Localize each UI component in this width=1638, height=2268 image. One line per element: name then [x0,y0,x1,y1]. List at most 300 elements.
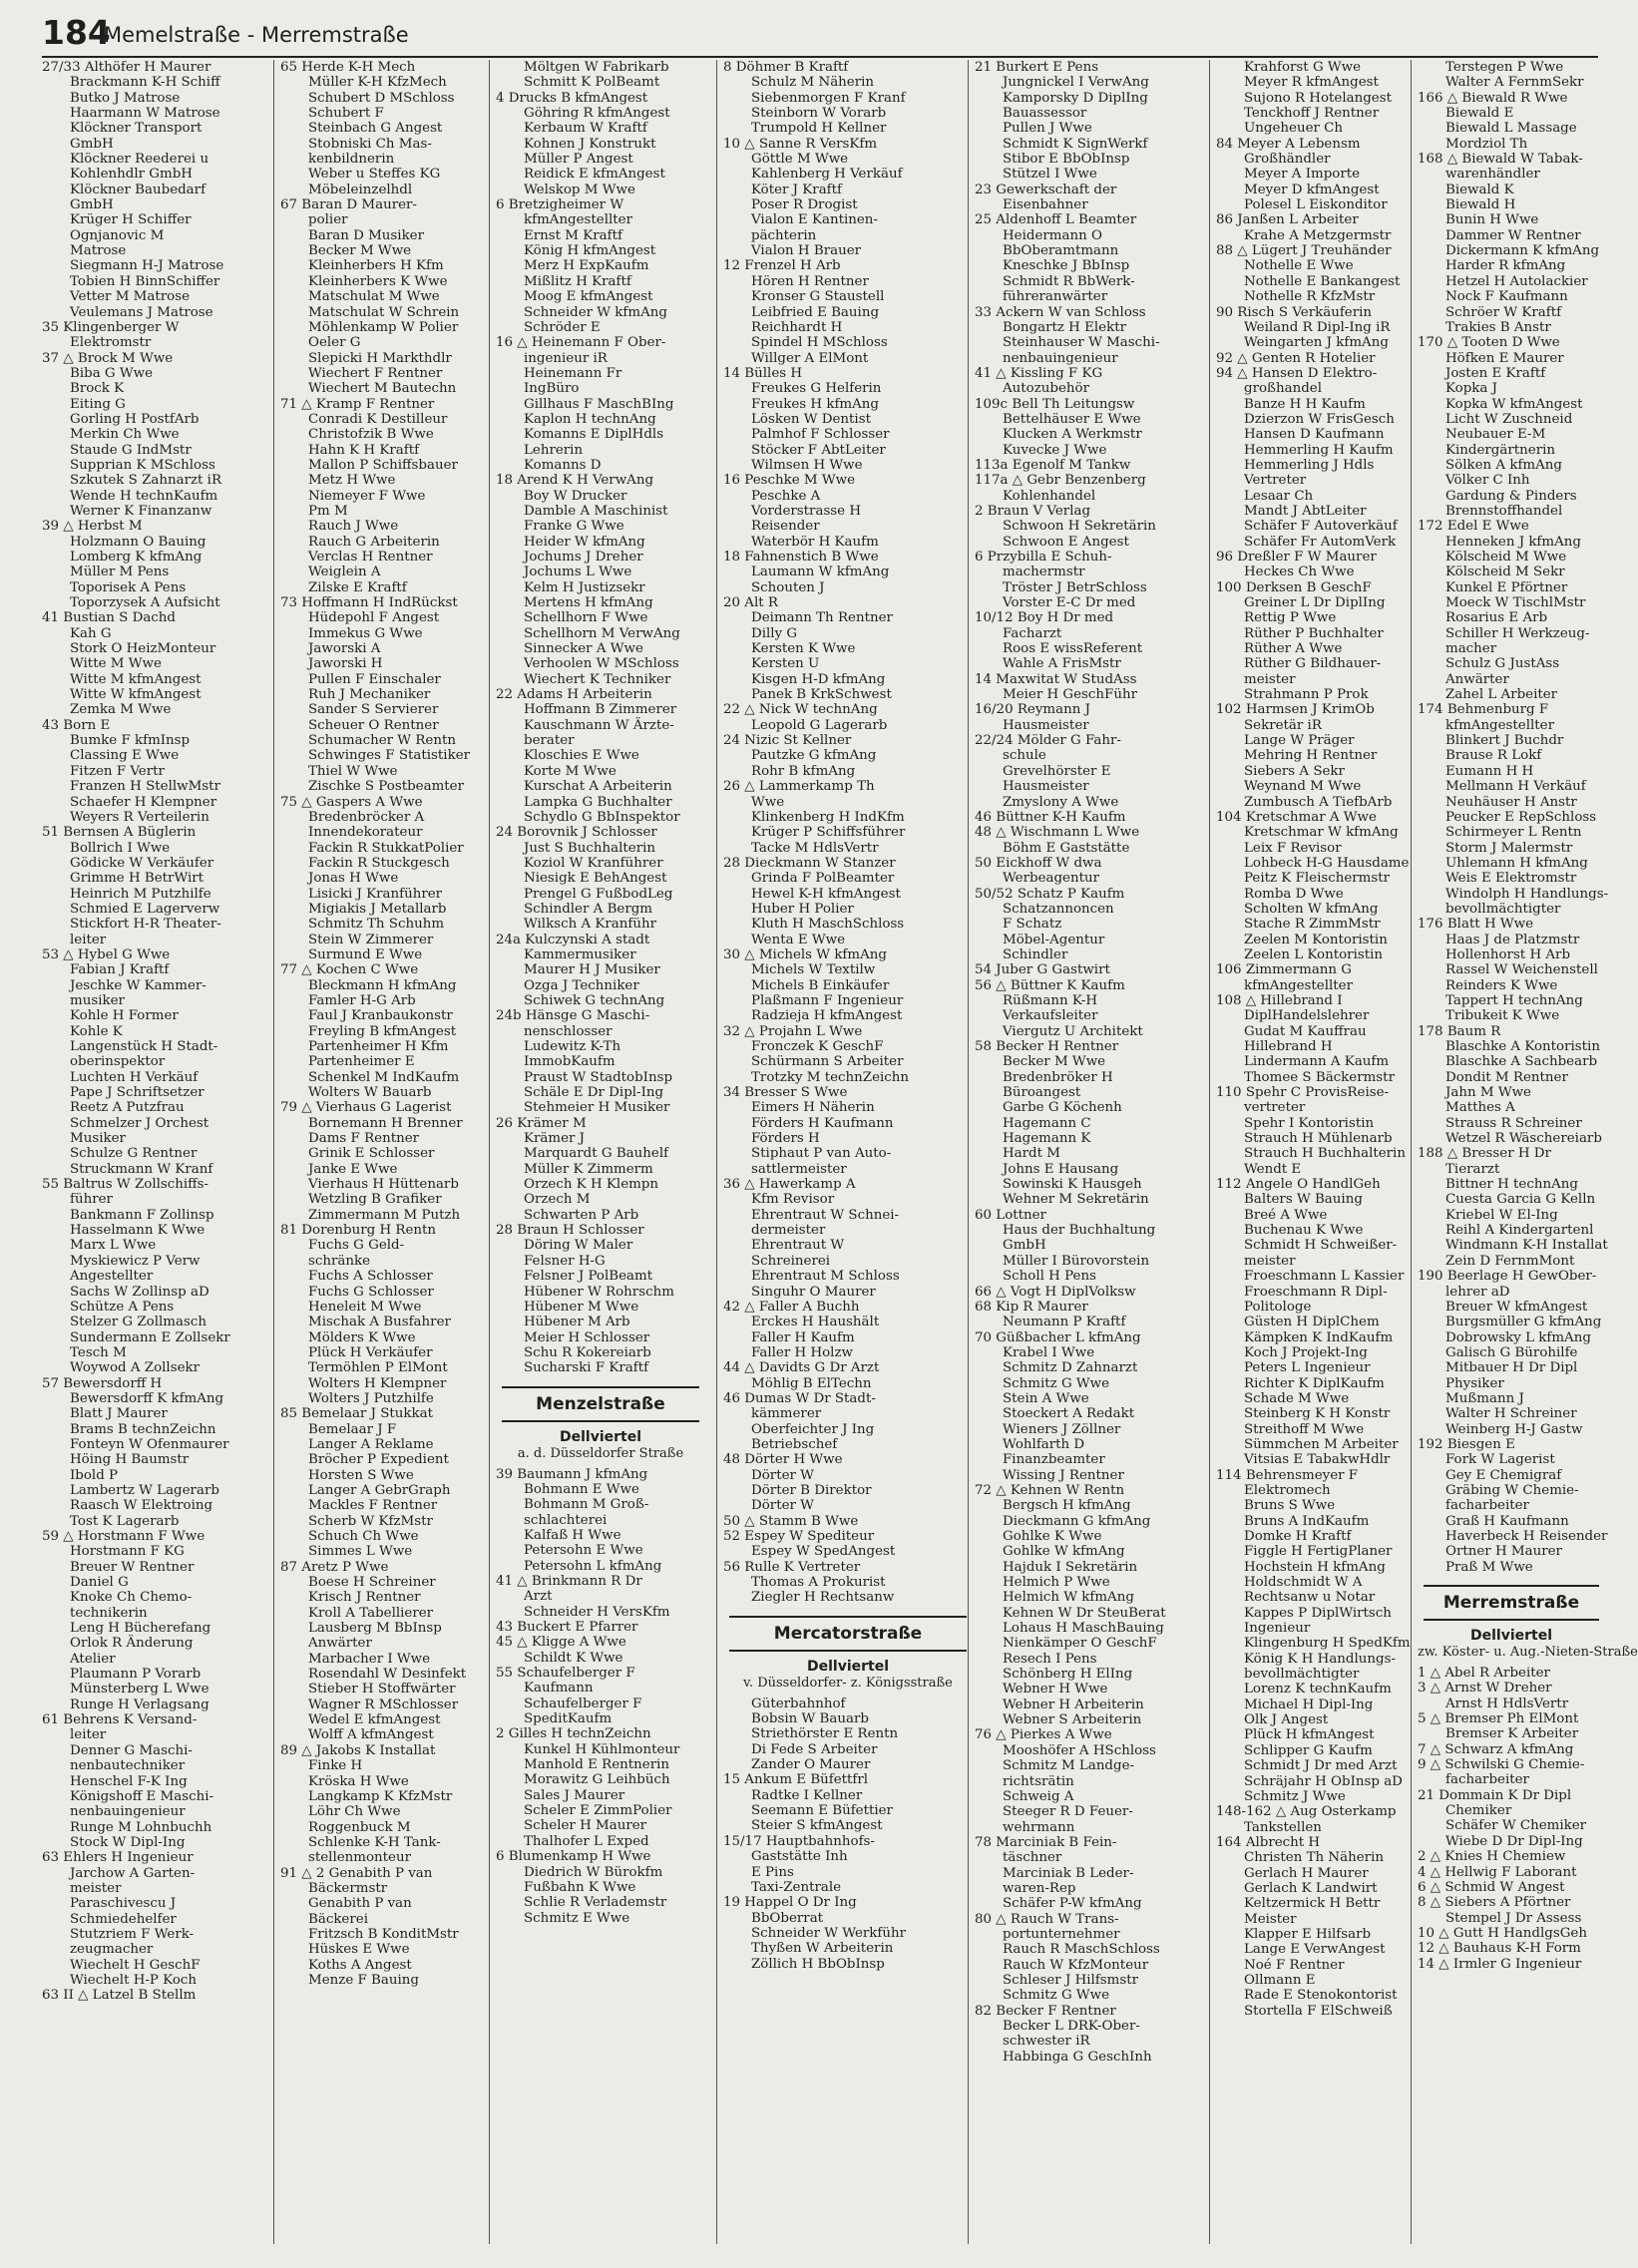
entry-continuation: Tankstellen [1244,1819,1322,1835]
resident-entry: 50/52 Schatz P Kaufm [975,886,1125,902]
resident-entry: 41 Bustian S Dachd [42,610,177,626]
resident-entry: Garbe G Köchenh [1003,1100,1122,1116]
resident-entry: Meyer A Importe [1244,167,1361,183]
resident-entry: Rüther P Buchhalter [1244,625,1384,641]
entry-continuation: musiker [70,992,125,1008]
resident-entry: Peschke A [751,488,821,504]
resident-entry: Reihl A Kindergartenl [1445,1223,1594,1239]
resident-entry: Klöckner Reederei u [70,152,209,168]
resident-entry: Moeck W TischlMstr [1445,595,1586,611]
resident-entry: Dzierzon W FrisGesch [1244,411,1395,427]
entry-continuation: macher [1445,641,1497,657]
entry-continuation: Kfm Revisor [751,1192,835,1208]
resident-entry: 30 △ Michels W kfmAng [723,946,887,962]
resident-entry: Göttle M Wwe [751,152,849,168]
resident-entry: Wahle A FrisMstr [1003,656,1121,672]
resident-entry: Langer A Reklame [308,1436,434,1452]
resident-entry: Kohle H Former [70,1008,179,1024]
resident-entry: Bröcher P Expedient [308,1452,449,1468]
entry-continuation: Elektromech [1244,1482,1331,1498]
resident-entry: Kroll A Tabellierer [308,1605,434,1621]
resident-entry: Güterbahnhof [751,1696,846,1711]
resident-entry: Schneider W kfmAng [524,304,667,320]
resident-entry: Striethörster E Rentn [751,1726,899,1742]
resident-entry: Schiwek G technAng [524,992,665,1008]
resident-entry: 22 △ Nick W technAng [723,702,878,718]
resident-entry: 32 △ Projahn L Wwe [723,1023,863,1039]
resident-entry: Breuer W kfmAngest [1445,1299,1588,1315]
entry-continuation: oberinspektor [70,1054,166,1070]
resident-entry: Leix F Revisor [1244,840,1342,856]
directory-column [273,60,494,2244]
resident-entry: Freukes G Helferin [751,381,882,397]
resident-entry: Lisicki J Kranführer [308,886,443,902]
entry-continuation: portunternehmer [1003,1926,1120,1942]
resident-entry: Stieber H Stoffwärter [308,1682,456,1698]
resident-entry: Fackin R StukkatPolier [308,840,464,856]
entry-continuation: Hausmeister [1003,717,1089,733]
resident-entry: Langenstück H Stadt- [70,1039,218,1054]
resident-entry: 22/24 Mölder G Fahr- [975,733,1121,749]
resident-entry: Bewersdorff K kfmAng [70,1390,224,1406]
resident-entry: 89 △ Jakobs K Installat [280,1742,436,1758]
entry-continuation: berater [524,733,575,749]
entry-continuation: Kindergärtnerin [1445,442,1556,458]
resident-entry: Lampka G Buchhalter [524,794,672,810]
entry-continuation: richtsrätin [1003,1773,1074,1789]
resident-entry: Radzieja H kfmAngest [751,1008,903,1024]
resident-entry: Bruns S Wwe [1244,1498,1336,1514]
resident-entry: Schmitt K PolBeamt [524,75,660,91]
resident-entry: 12 Frenzel H Arb [723,258,841,274]
resident-entry: Schürmann S Arbeiter [751,1054,904,1070]
resident-entry: Kröska H Wwe [308,1773,409,1789]
resident-entry: Heinrich M Putzhilfe [70,886,211,902]
resident-entry: Migiakis J Metallarb [308,901,447,917]
resident-entry: Lesaar Ch [1244,488,1314,504]
entry-continuation: bevollmächtigter [1445,901,1561,917]
entry-continuation: großhandel [1244,381,1322,397]
resident-entry: Fronczek K GeschF [751,1039,884,1054]
directory-column [489,60,705,2244]
resident-entry: 104 Kretschmar A Wwe [1216,809,1377,825]
resident-entry: Schu R Kokereiarb [524,1344,651,1360]
resident-entry: 2 Braun V Verlag [975,503,1091,519]
resident-entry: Rade E Stenokontorist [1244,1988,1398,2004]
entry-continuation: Kohlenhandel [1003,488,1096,504]
resident-entry: Reichhardt H [751,319,843,335]
resident-entry: Petersohn L kfmAng [524,1558,662,1574]
resident-entry: 9 △ Schwilski G Chemie- [1418,1757,1585,1773]
resident-entry: 52 Espey W Spediteur [723,1529,875,1544]
resident-entry: Veulemans J Matrose [70,304,213,320]
resident-entry: 19 Happel O Dr Ing [723,1895,857,1911]
entry-continuation: machermstr [1003,565,1085,580]
resident-entry: Möltgen W Fabrikarb [524,60,669,75]
resident-entry: Gödicke W Verkäufer [70,855,214,871]
resident-entry: 18 Arend K H VerwAng [496,473,654,489]
resident-entry: Blinkert J Buchdr [1445,733,1564,749]
resident-entry: Stortella F ElSchweiß [1244,2003,1393,2019]
resident-entry: Tenckhoff J Rentner [1244,106,1380,122]
resident-entry: 34 Bresser S Wwe [723,1085,848,1101]
resident-entry: Stork O HeizMonteur [70,641,216,657]
resident-entry: Figgle H FertigPlaner [1244,1544,1393,1560]
entry-continuation: Möbeleinzelhdl [308,182,413,197]
entry-continuation: sattlermeister [751,1161,847,1177]
entry-continuation: Büroangest [1003,1085,1081,1101]
entry-continuation: kämmerer [751,1406,822,1422]
resident-entry: Sales J Maurer [524,1787,625,1803]
resident-entry: Steinberg K H Konstr [1244,1406,1391,1422]
resident-entry: Höfken E Maurer [1445,350,1564,366]
resident-entry: Hübener M Arb [524,1315,630,1330]
entry-continuation: DiplHandelslehrer [1244,1008,1370,1024]
entry-continuation: leiter [70,932,107,947]
resident-entry: Felsner H-G [524,1253,606,1269]
resident-entry: Döring W Maler [524,1238,633,1254]
resident-entry: Kneschke J BbInsp [1003,258,1130,274]
entry-continuation: facharbeiter [1445,1498,1529,1514]
resident-entry: Hasselmann K Wwe [70,1223,205,1239]
resident-entry: 76 △ Pierkes A Wwe [975,1727,1112,1743]
entry-continuation: nenbauingenieur [1003,350,1118,366]
resident-entry: Kleinherbers H Kfm [308,258,444,274]
resident-entry: Holdschmidt W A [1244,1575,1363,1591]
resident-entry: Christen Th Näherin [1244,1850,1384,1866]
resident-entry: Bergsch H kfmAng [1003,1498,1131,1514]
resident-entry: Schildt K Wwe [524,1650,623,1666]
resident-entry: Strauch H Mühlenarb [1244,1131,1393,1147]
resident-entry: Holzmann O Bauing [70,534,206,550]
resident-entry: Steier S kfmAngest [751,1818,883,1834]
resident-entry: Schleser J Hilfsmstr [1003,1972,1139,1988]
resident-entry: Schouten J [751,579,825,595]
resident-entry: Hollenhorst H Arb [1445,946,1571,962]
resident-entry: Wolff A kfmAngest [308,1727,434,1743]
resident-entry: Matthes A [1445,1100,1515,1116]
resident-entry: 66 △ Vogt H DiplVolksw [975,1284,1136,1300]
resident-entry: 10 △ Sanne R VersKfm [723,136,878,152]
resident-entry: Müller I Bürovorstein [1003,1253,1150,1269]
entry-continuation: leiter [70,1727,107,1743]
resident-entry: Kersten K Wwe [751,641,856,657]
resident-entry: Schenkel M IndKaufm [308,1069,460,1085]
resident-entry: 188 △ Bresser H Dr [1418,1146,1551,1162]
resident-entry: Förders H [751,1131,820,1147]
resident-entry: Hagemann K [1003,1131,1091,1147]
entry-continuation: täschner [1003,1850,1062,1866]
resident-entry: Schneider H VersKfm [524,1604,670,1620]
resident-entry: Greiner L Dr DiplIng [1244,595,1386,611]
resident-entry: Rüther A Wwe [1244,641,1343,657]
resident-entry: Hemmerling J Hdls [1244,457,1375,473]
resident-entry: Jungnickel I VerwAng [1003,75,1149,91]
resident-entry: 85 Bemelaar J Stukkat [280,1406,433,1422]
resident-entry: Klapper E Hilfsarb [1244,1926,1372,1942]
resident-entry: Lorenz K technKaufm [1244,1682,1392,1698]
resident-entry: Stehmeier H Musiker [524,1100,670,1116]
resident-entry: Runge M Lohnbuchh [70,1819,212,1835]
resident-entry: Gohlke W kfmAng [1003,1544,1125,1560]
resident-entry: 75 △ Gaspers A Wwe [280,794,423,810]
resident-entry: Reinders K Wwe [1445,977,1558,993]
resident-entry: Kohle K [70,1023,123,1039]
resident-entry: Habbinga G GeschInh [1003,2049,1152,2065]
resident-entry: Schmitz J Wwe [1244,1788,1346,1804]
entry-continuation: Arzt [524,1589,553,1605]
resident-entry: Dondit M Rentner [1445,1069,1568,1085]
resident-entry: Bettelhäuser E Wwe [1003,411,1141,427]
resident-entry: Franzen H StellwMstr [70,779,220,795]
resident-entry: Faller H Holzw [751,1344,853,1360]
resident-entry: Windmann K-H Installat [1445,1238,1608,1254]
resident-entry: Königshoff E Maschi- [70,1788,214,1804]
resident-entry: Huber H Polier [751,901,854,917]
resident-entry: Morawitz G Leihbüch [524,1772,670,1788]
resident-entry: 44 △ Davidts G Dr Arzt [723,1360,880,1376]
resident-entry: 22 Adams H Arbeiterin [496,687,652,703]
resident-entry: Orzech M [524,1192,591,1208]
resident-entry: 26 △ Lammerkamp Th [723,779,875,795]
resident-entry: Orzech K H Klempn [524,1177,659,1193]
resident-entry: Wagner R MSchlosser [308,1697,459,1712]
resident-entry: Struckmann W Kranf [70,1161,213,1177]
resident-entry: Peters L Ingenieur [1244,1360,1371,1376]
resident-entry: Dieckmann G kfmAng [1003,1513,1151,1529]
resident-entry: 61 Behrens K Versand- [42,1712,198,1728]
resident-entry: 15 Ankum E Büfettfrl [723,1772,869,1788]
resident-entry: Förders H Kaufmann [751,1115,894,1131]
resident-entry: Szkutek S Zahnarzt iR [70,473,222,489]
resident-entry: Möbel-Agentur [1003,932,1105,947]
resident-entry: Staude G IndMstr [70,442,192,458]
resident-entry: Jaworski H [308,656,383,672]
resident-entry: Marciniak B Leder- [1003,1865,1134,1881]
resident-entry: Olk J Angest [1244,1712,1329,1728]
resident-entry: 50 △ Stamm B Wwe [723,1513,859,1529]
resident-entry: Kaplon H technAng [524,411,656,427]
resident-entry: Gey E Chemigraf [1445,1467,1562,1483]
resident-entry: 43 Born E [42,717,111,733]
resident-entry: Schulz G JustAss [1445,656,1560,672]
resident-entry: 25 Aldenhoff L Beamter [975,212,1137,228]
resident-entry: Mischak A Busfahrer [308,1315,451,1330]
entry-continuation: Physiker [1445,1375,1504,1391]
resident-entry: 48 △ Wischmann L Wwe [975,825,1140,841]
resident-entry: Schydlo G BbInspektor [524,809,680,825]
entry-continuation: Bäckermstr [308,1880,388,1896]
resident-entry: Dams F Rentner [308,1131,420,1147]
resident-entry: 8 △ Siebers A Pförtner [1418,1895,1571,1911]
resident-entry: Faul J Kranbaukonstr [308,1008,453,1024]
resident-entry: Maurer H J Musiker [524,962,660,978]
resident-entry: Stein W Zimmerer [308,932,434,947]
resident-entry: 70 Güßbacher L kfmAng [975,1329,1141,1345]
resident-entry: 114 Behrensmeyer F [1216,1467,1359,1483]
resident-entry: Münsterberg L Wwe [70,1682,209,1698]
entry-continuation: Sekretär iR [1244,717,1322,733]
resident-entry: Keltzermick H Bettr [1244,1896,1381,1912]
resident-entry: Werner K Finanzanw [70,503,212,519]
resident-entry: Manhold E Rentnerin [524,1757,670,1773]
resident-entry: Fuchs A Schlosser [308,1269,433,1285]
resident-entry: Faller H Kaufm [751,1329,855,1345]
resident-entry: Koths A Angest [308,1957,412,1973]
resident-entry: Freukes H kfmAng [751,396,879,412]
resident-entry: Fabian J Kraftf [70,962,170,978]
resident-entry: Wende H technKaufm [70,488,218,504]
page-number: 184 [42,13,111,52]
resident-entry: Mitbauer H Dr Dipl [1445,1360,1578,1376]
entry-continuation: SpeditKaufm [524,1711,613,1727]
resident-entry: 166 △ Biewald R Wwe [1418,90,1568,106]
resident-entry: 71 △ Kramp F Rentner [280,396,435,412]
resident-entry: Diedrich W Bürokfm [524,1864,663,1880]
resident-entry: 48 Dörter H Wwe [723,1452,843,1468]
resident-entry: Hillebrand H [1244,1039,1333,1054]
resident-entry: Streithoff M Wwe [1244,1421,1365,1437]
resident-entry: 7 △ Schwarz A kfmAng [1418,1741,1574,1757]
resident-entry: Schmied E Lagerverw [70,901,220,917]
entry-continuation: kfmAngestellter [524,212,633,228]
resident-entry: Arnst H HdlsVertr [1445,1696,1569,1711]
resident-entry: Hochstein H kfmAng [1244,1559,1386,1575]
resident-entry: Tost K Lagerarb [70,1513,180,1529]
resident-entry: Roggenbuck M [308,1819,411,1835]
resident-entry: Weyers R Verteilerin [70,809,209,825]
resident-entry: Spehr I Kontoristin [1244,1115,1375,1131]
resident-entry: Banze H H Kaufm [1244,396,1366,412]
resident-entry: Krahe A Metzgermstr [1244,227,1392,243]
resident-entry: Kopka W kfmAngest [1445,396,1583,412]
resident-entry: 148-162 △ Aug Osterkamp [1216,1804,1397,1820]
resident-entry: 102 Harmsen J KrimOb [1216,702,1375,718]
resident-entry: 14 △ Irmler G Ingenieur [1418,1956,1582,1972]
resident-entry: 174 Behmenburg F [1418,702,1549,718]
resident-entry: Klöckner Transport [70,121,203,137]
resident-entry: Fuchs G Schlosser [308,1284,434,1300]
entry-continuation: Werbeagentur [1003,871,1100,887]
resident-entry: Thiel W Wwe [308,763,398,779]
resident-entry: 57 Bewersdorff H [42,1375,163,1391]
entry-continuation: dermeister [751,1223,826,1239]
resident-entry: Hardt M [1003,1146,1060,1162]
resident-entry: Graß H Kaufmann [1445,1513,1569,1529]
resident-entry: Reidick E kfmAngest [524,167,665,183]
resident-entry: 91 △ 2 Genabith P van [280,1865,433,1881]
resident-entry: Tacke M HdlsVertr [751,840,879,856]
district-label: Dellviertel [806,1658,890,1675]
resident-entry: Müller K Zimmerm [524,1161,653,1177]
resident-entry: Gerlach K Landwirt [1244,1880,1378,1896]
resident-entry: 94 △ Hansen D Elektro- [1216,365,1378,381]
resident-entry: 90 Risch S Verkäuferin [1216,304,1373,320]
resident-entry: Wetzel R Wäschereiarb [1445,1131,1602,1147]
resident-entry: Schade M Wwe [1244,1390,1350,1406]
resident-entry: Rüßmann K-H [1003,992,1098,1008]
resident-entry: König K H Handlungs- [1244,1651,1396,1667]
resident-entry: Biewald K [1445,182,1514,197]
resident-entry: Komanns E DiplHdls [524,427,664,443]
resident-entry: 68 Kip R Maurer [975,1299,1088,1315]
resident-entry: Zander O Maurer [751,1757,871,1773]
entry-continuation: ImmobKaufm [524,1054,615,1070]
resident-entry: Jahn M Wwe [1445,1085,1531,1101]
resident-entry: Klinkenberg H IndKfm [751,809,905,825]
entry-continuation: Chemiker [1445,1803,1512,1819]
resident-entry: Schmitz G Wwe [1003,1988,1110,2004]
entry-continuation: Tierarzt [1445,1161,1500,1177]
street-heading: Merremstraße [1424,1585,1599,1621]
resident-entry: Löhr Ch Wwe [308,1804,401,1820]
resident-entry: Neumann P Kraftf [1003,1315,1126,1330]
resident-entry: Becker M Wwe [1003,1054,1106,1070]
entry-continuation: Schreinerei [751,1253,831,1269]
resident-entry: Damble A Maschinist [524,503,668,519]
resident-entry: 4 Drucks B kfmAngest [496,90,648,106]
resident-entry: Grinik E Schlosser [308,1146,435,1162]
resident-entry: 60 Lottner [975,1207,1046,1223]
resident-entry: Bongartz H Elektr [1003,319,1126,335]
resident-entry: Mallon P Schiffsbauer [308,457,458,473]
resident-entry: Trakies B Anstr [1445,319,1551,335]
resident-entry: Lindermann A Kaufm [1244,1054,1390,1070]
resident-entry: Thomee S Bäckermstr [1244,1069,1395,1085]
resident-entry: Krisch J Rentner [308,1590,421,1606]
resident-entry: Mordziol Th [1445,136,1528,152]
resident-entry: Klucken A Werkmstr [1003,427,1142,443]
resident-entry: 33 Ackern W van Schloss [975,304,1146,320]
entry-continuation: Bauassessor [1003,106,1087,122]
entry-continuation: Matrose [70,243,127,259]
resident-entry: Fitzen F Vertr [70,763,165,779]
resident-entry: 18 Fahnenstich B Wwe [723,550,879,565]
resident-entry: Grevelhörster E [1003,763,1111,779]
resident-entry: Plück H kfmAngest [1244,1727,1375,1743]
entry-continuation: Autozubehör [1003,381,1089,397]
resident-entry: Scheler E ZimmPolier [524,1803,672,1819]
resident-entry: Schuch Ch Wwe [308,1529,419,1544]
resident-entry: 192 Biesgen E [1418,1436,1515,1452]
resident-entry: Stache R ZimmMstr [1244,917,1381,933]
resident-entry: Denner G Maschi- [70,1742,193,1758]
district-label: Dellviertel [1469,1628,1553,1645]
entry-continuation: schwester iR [1003,2034,1090,2050]
resident-entry: Hemmerling H Kaufm [1244,442,1394,458]
resident-entry: Rauch J Wwe [308,519,399,535]
resident-entry: Zimmermann M Putzh [308,1207,461,1223]
resident-entry: Richter K DiplKaufm [1244,1375,1385,1391]
resident-entry: Partenheimer H Kfm [308,1039,449,1054]
resident-entry: Buchenau K Wwe [1244,1223,1364,1239]
resident-entry: Hansen D Kaufmann [1244,427,1385,443]
resident-entry: Conradi K Destilleur [308,411,448,427]
resident-entry: Schwoon H Sekretärin [1003,519,1156,535]
resident-entry: Meier H GeschFühr [1003,687,1137,703]
resident-entry: Knoke Ch Chemo- [70,1590,193,1606]
resident-entry: Pm M [308,503,348,519]
resident-entry: Josten E Kraftf [1445,365,1546,381]
resident-entry: 58 Becker H Rentner [975,1039,1119,1054]
resident-entry: Stöcker F AbtLeiter [751,442,886,458]
resident-entry: Neuhäuser H Anstr [1445,794,1577,810]
resident-entry: Ruh J Mechaniker [308,687,431,703]
resident-entry: Wendt E [1244,1161,1302,1177]
resident-entry: Pullen F Einschaler [308,671,441,687]
resident-entry: Koch J Projekt-Ing [1244,1344,1368,1360]
resident-entry: Sujono R Hotelangest [1244,90,1392,106]
